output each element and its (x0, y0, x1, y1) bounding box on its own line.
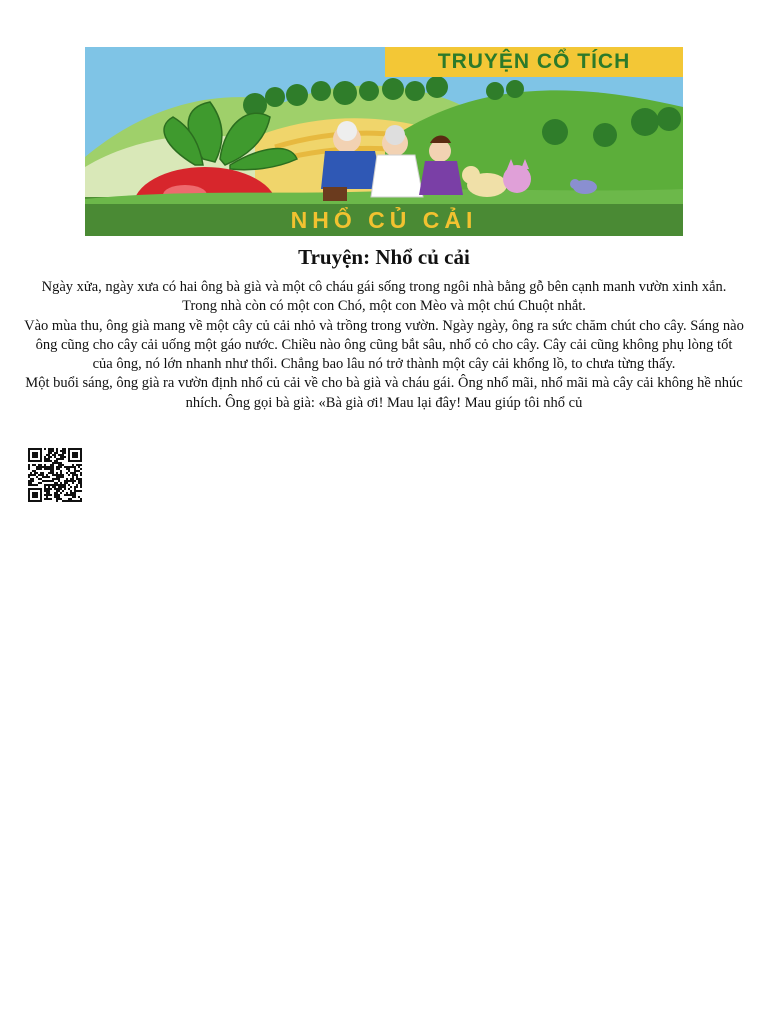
banner-bottom-label: NHỔ CỦ CẢI (290, 207, 478, 233)
qr-code-icon[interactable] (28, 448, 82, 502)
story-paragraph: Ngày xửa, ngày xưa có hai ông bà già và một cô cháu gái sống trong ngôi nhà bằng gỗ bên cạnh manh vườn xinh xắn. Trong nhà còn có một con Chó, một con Mèo và một chú Chuột nhắt. (41, 279, 727, 315)
story-paragraph: Vào mùa thu, ông già mang về một cây củ cải nhỏ và trồng trong vườn. Ngày ngày, ông ra sức chăm chút cho cây. Sáng nào ông cũng cho cây cải uống một gáo nước. Chiều nào ông cũng bắt sâu, nhổ cỏ cho cây. Cây cải cũng không phụ lòng tốt của ông, nó lớn nhanh như thổi. Chẳng bao lâu nó trở thành một cây cải khổng lồ, to chưa từng thấy. (24, 317, 744, 373)
story-body (24, 278, 744, 413)
banner-illustration (85, 47, 683, 236)
banner-top-label: TRUYỆN CỔ TÍCH (437, 50, 631, 73)
story-paragraph: Một buổi sáng, ông già ra vườn định nhổ củ cải về cho bà già và cháu gái. Ông nhổ mãi, nhổ mãi mà cây cải không hề nhúc nhích. Ông gọi bà già: «Bà già ơi! Mau lại đây! Mau giúp tôi nhổ củ (25, 375, 743, 411)
page-title: Truyện: Nhổ củ cải (298, 245, 470, 269)
